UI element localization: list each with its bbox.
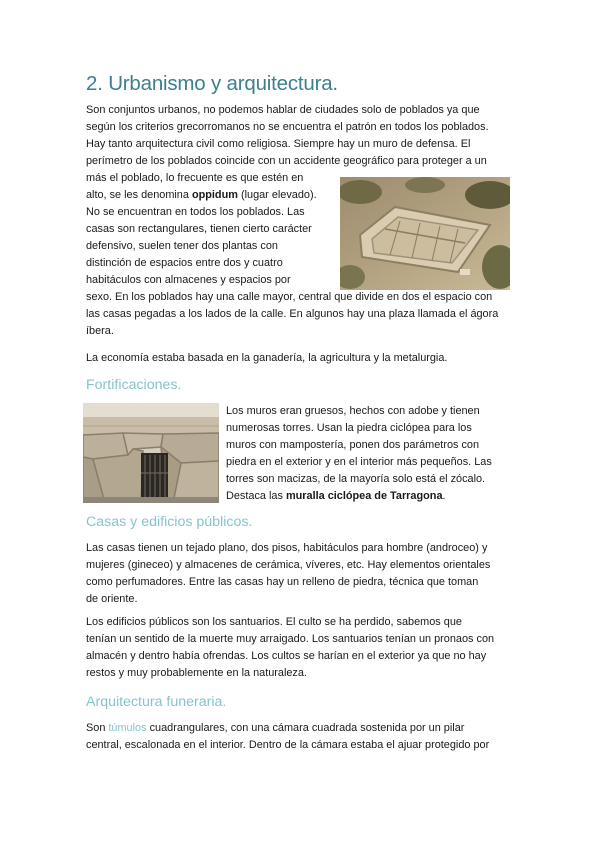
text-line: central, escalonada en el interior. Dentro de la cámara estaba el ajuar protegido por (86, 739, 490, 751)
text-line: numerosas torres. Usan la piedra ciclópea para los (226, 422, 472, 434)
casas-paragraph-2 (86, 614, 514, 682)
settlement-aerial-photo (340, 177, 510, 290)
tumulos-term: túmulos (108, 722, 147, 734)
text-line: No se encuentran en todos los poblados. Las (86, 206, 305, 218)
text-line: Son túmulos cuadrangulares, con una cámara cuadrada sostenida por un pilar (86, 722, 465, 734)
economy-paragraph (86, 350, 514, 367)
text-line: torres son macizas, de la mayoría solo está el zócalo. (226, 473, 486, 485)
wrap-paragraph (86, 170, 332, 289)
text-line: habitáculos con almacenes y espacios por (86, 274, 291, 286)
text-line: almacén y dentro había ofrendas. Los cultos se harían en el exterior ya que no hay (86, 650, 487, 662)
casas-heading: Casas y edificios públicos. (86, 514, 253, 530)
text-line: sexo. En los poblados hay una calle mayor, central que divide en dos el espacio con (86, 291, 493, 303)
text-line: Las casas tienen un tejado plano, dos pisos, habitáculos para hombre (androceo) y (86, 542, 488, 554)
text-line: tenían un sentido de la muerte muy arraigado. Los santuarios tenían un pronaos con (86, 633, 495, 645)
text-line: de oriente. (86, 593, 138, 605)
fortificaciones-paragraph (226, 403, 514, 505)
section-title: 2. Urbanismo y arquitectura. (86, 72, 338, 95)
text-line: mujeres (gineceo) y almacenes de cerámica, víveres, etc. Hay elementos orientales (86, 559, 491, 571)
text-line: restos y muy probablemente en la naturaleza. (86, 667, 307, 679)
text-line: La economía estaba basada en la ganadería, la agricultura y la metalurgia. (86, 352, 448, 364)
fortificaciones-heading: Fortificaciones. (86, 377, 182, 393)
funeraria-heading: Arquitectura funeraria. (86, 694, 227, 710)
intro-paragraph (86, 102, 514, 170)
text-line: defensivo, suelen tener dos plantas con (86, 240, 278, 252)
text-line: las casas pegadas a los lados de la calle. En algunos hay una plaza llamada el ágora (86, 308, 499, 320)
text-line: perímetro de los poblados coincide con un accidente geográfico para proteger a un (86, 155, 487, 167)
text-line: alto, se les denomina oppidum (lugar elevado). (86, 189, 317, 201)
text-line: como perfumadores. Entre las casas hay un relleno de piedra, técnica que toman (86, 576, 479, 588)
text-line: más el poblado, lo frecuente es que estén en (86, 172, 304, 184)
text-line: Los muros eran gruesos, hechos con adobe y tienen (226, 405, 480, 417)
text-line: Destaca las muralla ciclópea de Tarragona. (226, 490, 446, 502)
casas-paragraph-1 (86, 540, 514, 608)
tarragona-term: muralla ciclópea de Tarragona (285, 490, 443, 502)
text-line: distinción de espacios entre dos y cuatro (86, 257, 283, 269)
text-line: muros con mampostería, ponen dos parámetros con (226, 439, 480, 451)
funeraria-paragraph (86, 720, 514, 754)
text-line: Los edificios públicos son los santuarios. El culto se ha perdido, sabemos que (86, 616, 462, 628)
text-line: íbera. (86, 325, 114, 337)
oppidum-term: oppidum (191, 189, 238, 201)
text-line: Hay tanto arquitectura civil como religiosa. Siempre hay un muro de defensa. El (86, 138, 471, 150)
text-line: según los criterios grecorromanos no se encuentra el patrón en todos los poblados. (86, 121, 489, 133)
text-line: piedra en el exterior y en el interior más pequeños. Las (226, 456, 492, 468)
text-line: Son conjuntos urbanos, no podemos hablar de ciudades solo de poblados ya que (86, 104, 480, 116)
tail-paragraph (86, 289, 514, 340)
text-line: casas son rectangulares, tienen cierto carácter (86, 223, 312, 235)
cyclopean-wall-photo (83, 403, 219, 503)
